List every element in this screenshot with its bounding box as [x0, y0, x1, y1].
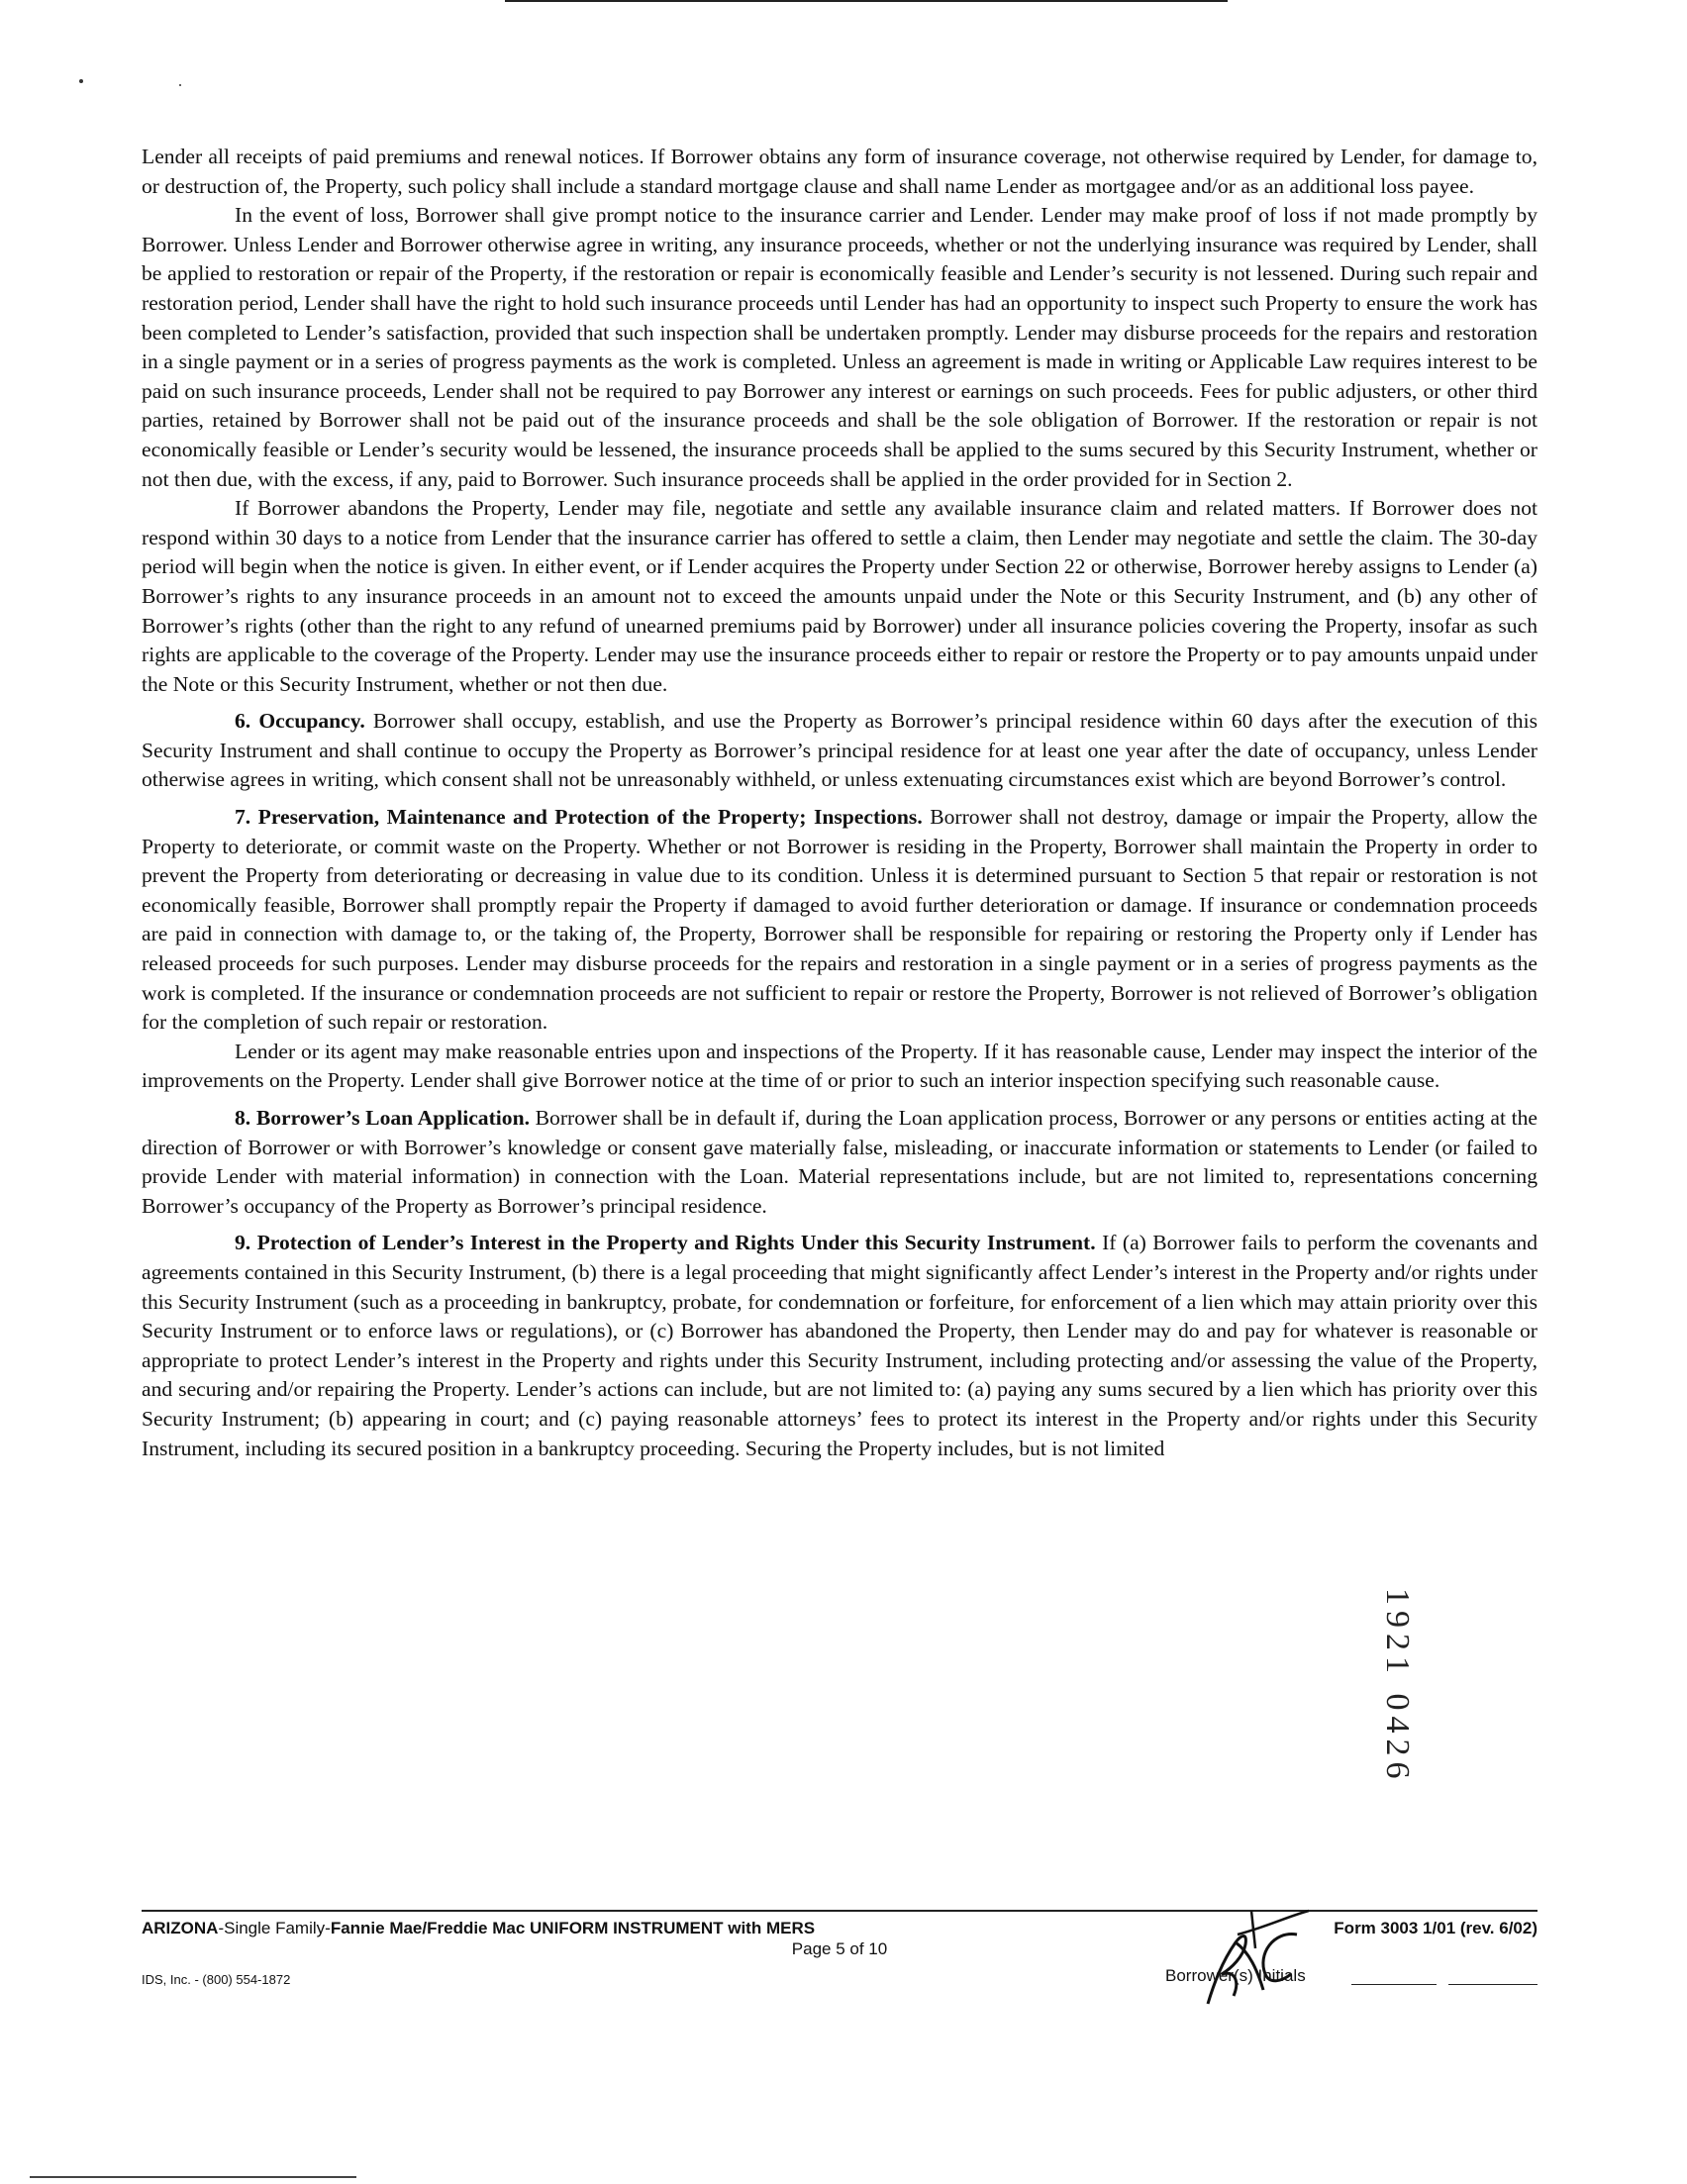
section-9-protection	[142, 1229, 1538, 1463]
paragraph-inspection: Lender or its agent may make reasonable entries upon and inspections of the Property. If it has reasonable cause, Lender may inspect the interior of the improvements on the Property. Lender shall give Borrower notice at the time of or prior to such an interior inspection specifying such reasonable cause.	[142, 1039, 1538, 1093]
signature-initials	[1178, 1905, 1317, 2008]
section-heading: 8. Borrower’s Loan Application.	[235, 1106, 530, 1130]
side-document-number: 1921 0426	[1379, 1588, 1416, 1785]
top-rule	[505, 0, 1228, 2]
section-text: Borrower shall be in default if, during the Loan application process, Borrower or any persons or entities acting at the direction of Borrower or with Borrower’s knowledge or consent gave materially false, misleading, or inaccurate information or statements to Lender (or failed to provide Lender with material information) in connection with the Loan. Material representations include, but are not limited to, representations concerning Borrower’s occupancy of the Property as Borrower’s principal residence.	[142, 1106, 1538, 1218]
bottom-rule	[30, 2176, 356, 2178]
document-body	[142, 143, 1538, 1463]
section-text: Borrower shall occupy, establish, and use the Property as Borrower’s principal residence within 60 days after the execution of this Security Instrument and shall continue to occupy the Property as Borrower’s principal residence for at least one year after the date of occupancy, unless Lender otherwise agrees in writing, which consent shall not be unreasonably withheld, or unless extenuating circumstances exist which are beyond Borrower’s control.	[142, 709, 1538, 792]
section-heading: 6. Occupancy.	[235, 709, 365, 734]
page-number: Page 5 of 10	[791, 1939, 888, 1958]
paragraph-loss: In the event of loss, Borrower shall give prompt notice to the insurance carrier and Lender. Lender may make proof of loss if not made promptly by Borrower. Unless Lender and Borrower otherwise agree in writing, any insurance proceeds, whether or not the underlying insurance was required by Lender, shall be applied to restoration or repair of the Property, if the restoration or repair is economically feasible and Lender’s security is not lessened. During such repair and restoration period, Lender shall have the right to hold such insurance proceeds until Lender has had an opportunity to inspect such Property to ensure the work has been completed to Lender’s satisfaction, provided that such inspection shall be undertaken promptly. Lender may disburse proceeds for the repairs and restoration in a single payment or in a series of progress payments as the work is completed. Unless an agreement is made in writing or Applicable Law requires interest to be paid on such insurance proceeds, Lender shall not be required to pay Borrower any interest or earnings on such proceeds. Fees for public adjusters, or other third parties, retained by Borrower shall not be paid out of the insurance proceeds and shall be the sole obligation of Borrower. If the restoration or repair is not economically feasible or Lender’s security would be lessened, the insurance proceeds shall be applied to the sums secured by this Security Instrument, whether or not then due, with the excess, if any, paid to Borrower. Such insurance proceeds shall be applied in the order provided for in Section 2.	[142, 203, 1538, 491]
section-8-loan-application	[142, 1104, 1538, 1221]
section-text: If (a) Borrower fails to perform the covenants and agreements contained in this Security Instrument, (b) there is a legal proceeding that might significantly affect Lender’s interest in the Property and/or rights under this Security Instrument (such as a proceeding in bankruptcy, probate, for condemnation or forfeiture, for enforcement of a lien which may attain priority over this Security Instrument or to enforce laws or regulations), or (c) Borrower has abandoned the Property, then Lender may do and pay for whatever is reasonable or appropriate to protect Lender’s interest in the Property and rights under this Security Instrument, including protecting and/or assessing the value of the Property, and securing and/or repairing the Property. Lender’s actions can include, but are not limited to: (a) paying any sums secured by a lien which has priority over this Security Instrument; (b) appearing in court; and (c) paying reasonable attorneys’ fees to protect its interest in the Property and/or rights under this Security Instrument, including its secured position in a bankruptcy proceeding. Securing the Property includes, but is not limited	[142, 1231, 1538, 1460]
footer-rule	[142, 1910, 1538, 1912]
initials-line	[1351, 1984, 1437, 1985]
form-number: Form 3003 1/01 (rev. 6/02)	[1334, 1919, 1538, 1937]
section-6-occupancy	[142, 707, 1538, 795]
section-7-preservation	[142, 803, 1538, 1038]
initials-line	[1448, 1984, 1538, 1985]
section-heading: 9. Protection of Lender’s Interest in the Property and Rights Under this Security Instrument.	[235, 1231, 1096, 1255]
paragraph-abandon: If Borrower abandons the Property, Lender may file, negotiate and settle any available insurance claim and related matters. If Borrower does not respond within 30 days to a notice from Lender that the insurance carrier has offered to settle a claim, then Lender may negotiate and settle the claim. The 30-day period will begin when the notice is given. In either event, or if Lender acquires the Property under Section 22 or otherwise, Borrower hereby assigns to Lender (a) Borrower’s rights to any insurance proceeds in an amount not to exceed the amounts unpaid under the Note or this Security Instrument, and (b) any other of Borrower’s rights (other than the right to any refund of unearned premiums paid by Borrower) under all insurance policies covering the Property, insofar as such rights are applicable to the coverage of the Property. Lender may use the insurance proceeds either to repair or restore the Property or to pay amounts unpaid under the Note or this Security Instrument, whether or not then due.	[142, 496, 1538, 696]
initials-label: Borrower(s) Initials	[1165, 1966, 1306, 1985]
section-heading: 7. Preservation, Maintenance and Protection of the Property; Inspections.	[235, 805, 923, 830]
publisher-info: IDS, Inc. - (800) 554-1872	[142, 1972, 291, 1987]
footer	[142, 1917, 1538, 1996]
scan-speck	[79, 79, 83, 83]
form-title: ARIZONA-Single Family-Fannie Mae/Freddie Mac UNIFORM INSTRUMENT with MERS	[142, 1919, 816, 1937]
section-text: Borrower shall not destroy, damage or impair the Property, allow the Property to deteriorate, or commit waste on the Property. Whether or not Borrower is residing in the Property, Borrower shall maintain the Property in order to prevent the Property from deteriorating or decreasing in value due to its condition. Unless it is determined pursuant to Section 5 that repair or restoration is not economically feasible, Borrower shall promptly repair the Property if damaged to avoid further deterioration or damage. If insurance or condemnation proceeds are paid in connection with damage to, or the taking of, the Property, Borrower shall be responsible for repairing or restoring the Property only if Lender has released proceeds for such purposes. Lender may disburse proceeds for the repairs and restoration in a single payment or in a series of progress payments as the work is completed. If the insurance or condemnation proceeds are not sufficient to repair or restore the Property, Borrower is not relieved of Borrower’s obligation for the completion of such repair or restoration.	[142, 805, 1538, 1035]
paragraph-continuation: Lender all receipts of paid premiums and renewal notices. If Borrower obtains any form of insurance coverage, not otherwise required by Lender, for damage to, or destruction of, the Property, such policy shall include a standard mortgage clause and shall name Lender as mortgagee and/or as an additional loss payee.	[142, 145, 1538, 198]
scan-speck	[179, 84, 181, 86]
